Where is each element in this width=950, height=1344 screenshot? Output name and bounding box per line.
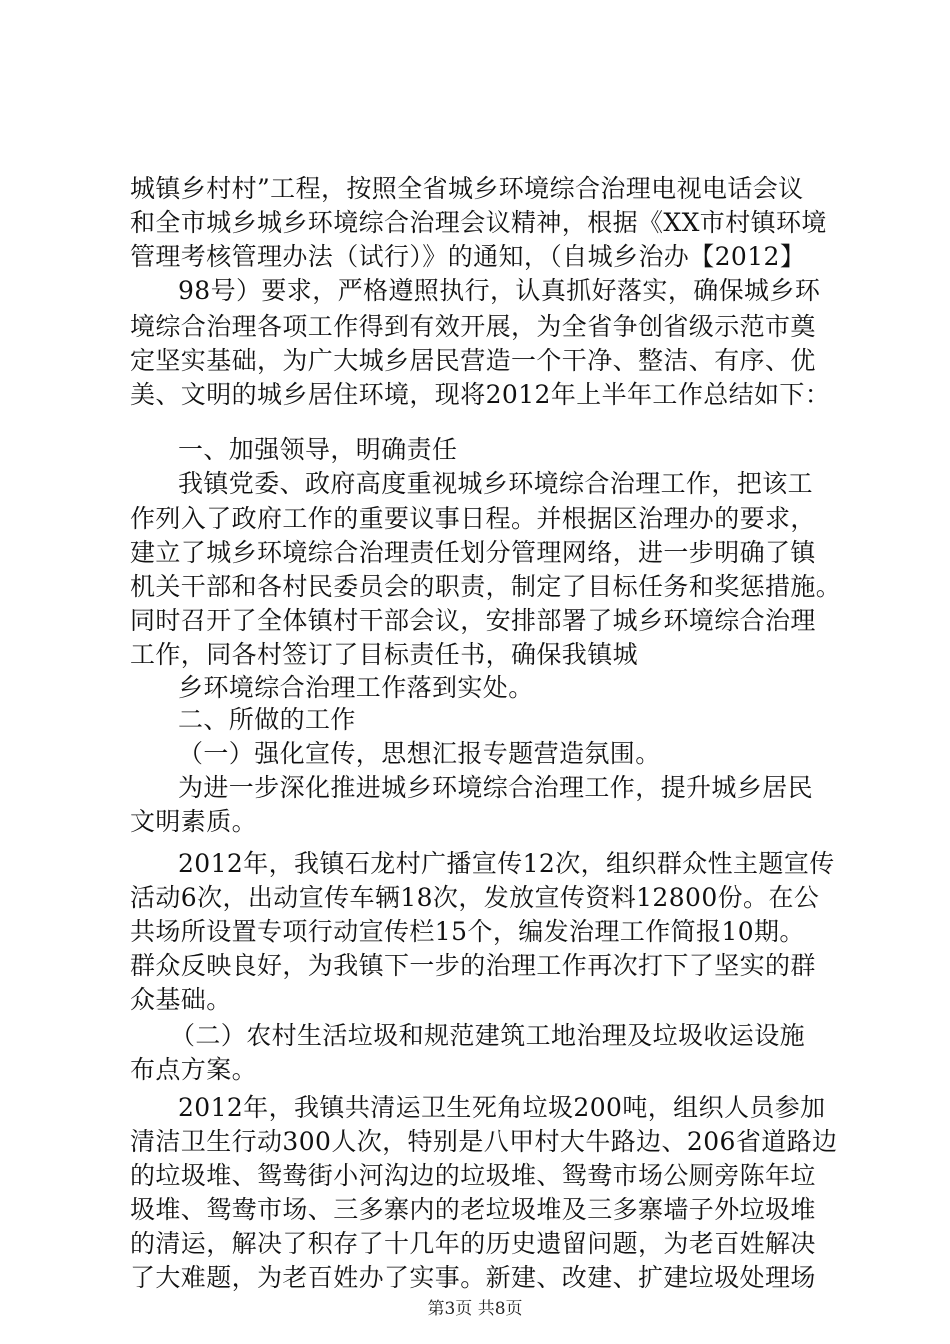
body-text-line: 2012年，我镇石龙村广播宣传12次，组织群众性主题宣传 (178, 849, 835, 878)
section-heading: 二、所做的工作 (178, 705, 356, 734)
body-text-line: 98号）要求，严格遵照执行，认真抓好落实，确保城乡环 (178, 276, 821, 305)
body-text-line: 境综合治理各项工作得到有效开展，为全省争创省级示范市奠 (130, 312, 816, 341)
body-text-line: 乡环境综合治理工作落到实处。 (178, 673, 534, 702)
page-footer: 第3页 共8页 (427, 1299, 523, 1319)
body-text-line: 2012年，我镇共清运卫生死角垃圾200吨，组织人员参加 (178, 1093, 826, 1122)
body-text-line: 共场所设置专项行动宣传栏15个，编发治理工作简报10期。 (130, 917, 805, 946)
body-text-line: 作列入了政府工作的重要议事日程。并根据区治理办的要求， (130, 504, 816, 533)
body-text-line: 我镇党委、政府高度重视城乡环境综合治理工作，把该工 (178, 469, 814, 498)
body-text-line: 布点方案。 (130, 1055, 258, 1084)
section-heading: 一、加强领导，明确责任 (178, 435, 458, 464)
body-text-line: 机关干部和各村民委员会的职责，制定了目标任务和奖惩措施。 (130, 572, 842, 601)
body-text-line: 了大难题，为老百姓办了实事。新建、改建、扩建垃圾处理场 (130, 1263, 816, 1292)
body-text-line: 城镇乡村村”工程，按照全省城乡环境综合治理电视电话会议 (130, 174, 804, 203)
body-text-line: 的垃圾堆、鸳鸯街小河沟边的垃圾堆、鸳鸯市场公厕旁陈年垃 (130, 1161, 816, 1190)
body-text-line: 建立了城乡环境综合治理责任划分管理网络，进一步明确了镇 (130, 538, 816, 567)
body-text-line: 的清运，解决了积存了十几年的历史遗留问题，为老百姓解决 (130, 1229, 816, 1258)
body-text-line: 群众反映良好，为我镇下一步的治理工作再次打下了坚实的群 (130, 951, 816, 980)
body-text-line: 定坚实基础，为广大城乡居民营造一个干净、整洁、有序、优 (130, 346, 816, 375)
body-text-line: 活动6次，出动宣传车辆18次，发放宣传资料12800份。在公 (130, 883, 820, 912)
body-text-line: 众基础。 (130, 985, 232, 1014)
body-text-line: 美、文明的城乡居住环境，现将2012年上半年工作总结如下： (130, 380, 831, 409)
body-text-line: 管理考核管理办法（试行）》的通知，（自城乡治办【2012】 (130, 242, 806, 271)
body-text-line: 圾堆、鸳鸯市场、三多寨内的老垃圾堆及三多寨墙子外垃圾堆 (130, 1195, 816, 1224)
body-text-line: 清洁卫生行动300人次，特别是八甲村大牛路边、206省道路边 (130, 1127, 838, 1156)
subsection-heading: （二）农村生活垃圾和规范建筑工地治理及垃圾收运设施 (170, 1021, 806, 1050)
body-text-line: 同时召开了全体镇村干部会议，安排部署了城乡环境综合治理 (130, 606, 816, 635)
body-text-line: 为进一步深化推进城乡环境综合治理工作，提升城乡居民 (178, 773, 814, 802)
body-text-line: 和全市城乡城乡环境综合治理会议精神，根据《XX市村镇环境 (130, 208, 827, 237)
subsection-heading: （一）强化宣传，思想汇报专题营造氛围。 (178, 739, 661, 768)
body-text-line: 文明素质。 (130, 807, 258, 836)
body-text-line: 工作，同各村签订了目标责任书，确保我镇城 (130, 640, 639, 669)
